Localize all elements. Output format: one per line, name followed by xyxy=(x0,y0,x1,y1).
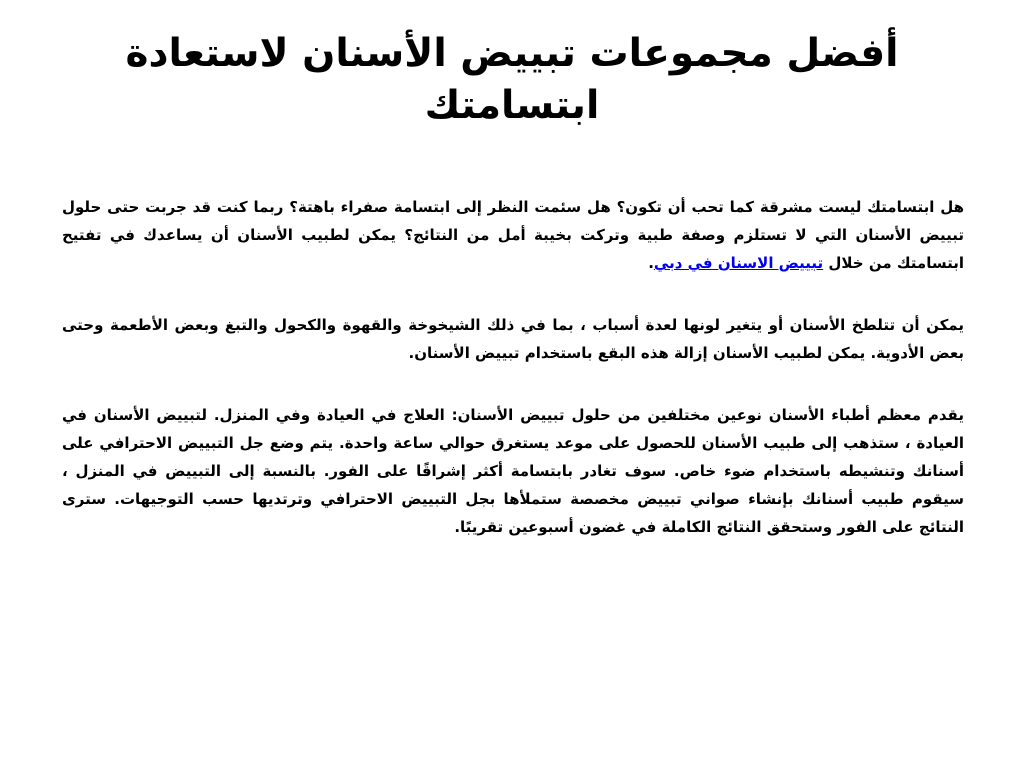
page-title: أفضل مجموعات تبييض الأسنان لاستعادة ابتسامتك xyxy=(125,31,899,128)
article-body xyxy=(62,193,964,575)
paragraph-causes: يمكن أن تتلطخ الأسنان أو يتغير لونها لعدة أسباب ، بما في ذلك الشيخوخة والقهوة والكحول والتبغ وبعض الأطعمة وحتى بعض الأدوية. يمكن لطبيب الأسنان إزالة هذه البقع باستخدام تبييض الأسنان. xyxy=(62,316,964,362)
paragraph-intro-end: . xyxy=(648,254,654,272)
teeth-whitening-dubai-link[interactable]: تبييض الاسنان في دبي xyxy=(653,254,824,272)
paragraph-intro-text: هل ابتسامتك ليست مشرقة كما تحب أن تكون؟ هل سئمت النظر إلى ابتسامة صفراء باهتة؟ ربما كنت قد جربت حتى حلول تبييض الأسنان التي لا تستلزم وصفة طبية وتركت بخيبة أمل من النتائج؟ يمكن لطبيب الأسنان أن يساعدك في تفتيح ابتسامتك من خلال xyxy=(62,198,964,272)
paragraph-treatment-options: يقدم معظم أطباء الأسنان نوعين مختلفين من حلول تبييض الأسنان: العلاج في العيادة وفي المنزل. لتبييض الأسنان في العيادة ، ستذهب إلى طبيب الأسنان للحصول على موعد يستغرق حوالي ساعة واحدة. يتم وضع جل التبييض الاحترافي على أسنانك وتنشيطه باستخدام ضوء خاص. سوف تغادر بابتسامة أكثر إشراقًا على الفور. بالنسبة إلى التبييض في المنزل ، سيقوم طبيب أسنانك بإنشاء صواني تبييض مخصصة ستملأها بجل التبييض الاحترافي وترتديها حسب التوجيهات. سترى النتائج على الفور وستحقق النتائج الكاملة في غضون أسبوعين تقريبًا. xyxy=(62,406,964,536)
paragraph-intro xyxy=(62,193,964,277)
